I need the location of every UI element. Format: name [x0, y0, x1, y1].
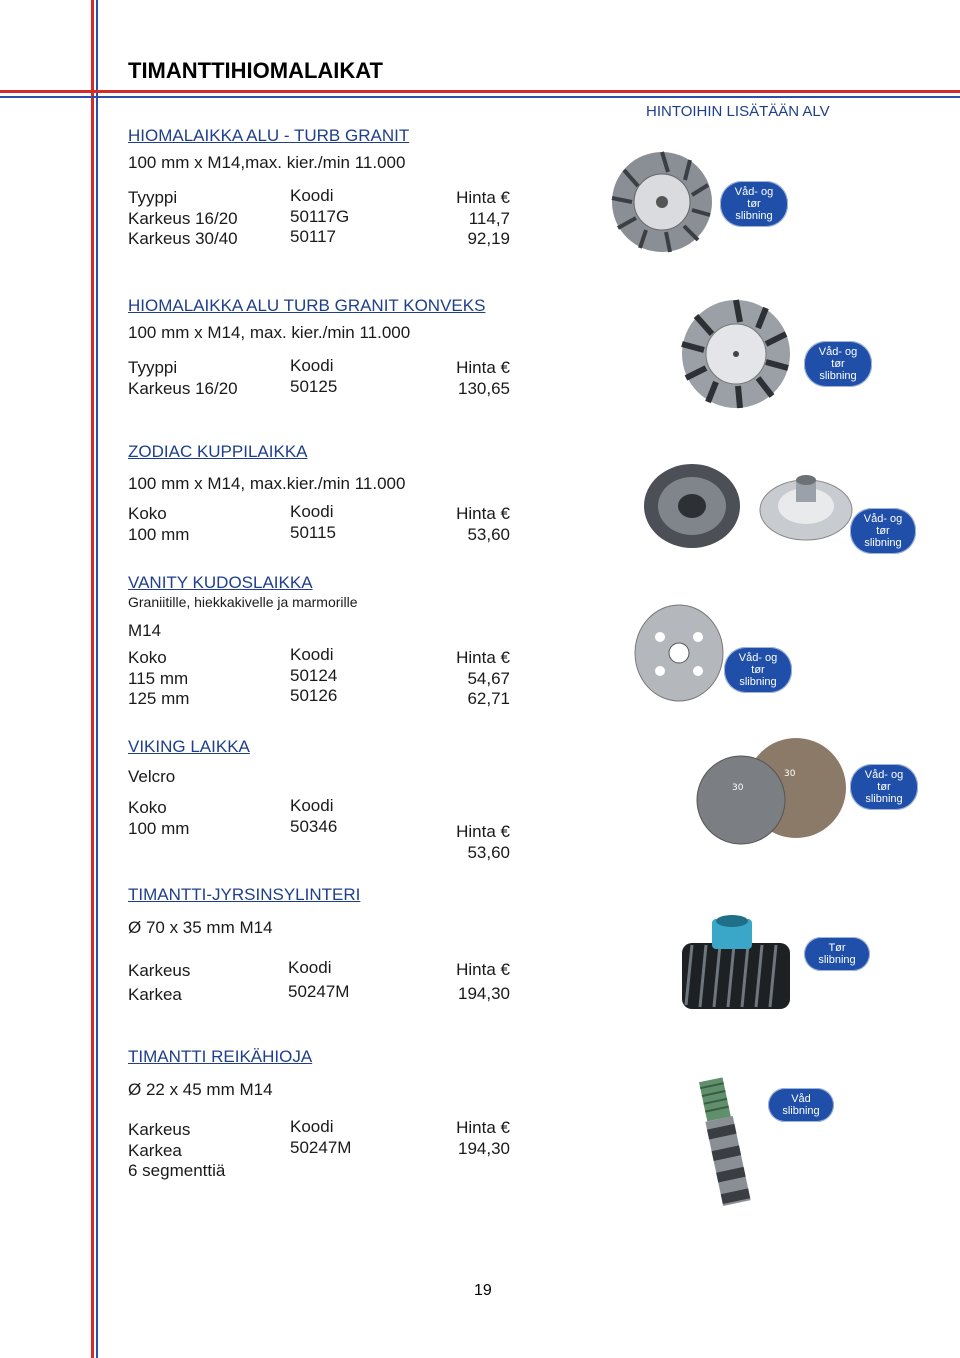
section-subnote: Graniitille, hiekkakivelle ja marmorille — [128, 594, 358, 610]
dry-badge: Tør slibning — [804, 937, 870, 971]
cell: Hinta € — [456, 504, 510, 523]
column-code — [290, 356, 440, 397]
wet-dry-badge: Våd- og tør slibning — [850, 764, 918, 810]
cell: 125 mm — [128, 689, 190, 708]
cell: Karkeus — [128, 961, 191, 980]
border-line-red-top — [0, 90, 960, 93]
column-price — [430, 358, 510, 399]
cell: Hinta € — [456, 822, 510, 841]
section-heading: TIMANTTI-JYRSINSYLINTERI — [128, 885, 361, 904]
wet-dry-badge: Våd- og tør slibning — [804, 341, 872, 387]
column-grit — [128, 959, 278, 1007]
cell: 6 segmenttiä — [128, 1161, 226, 1180]
convex-disc-image — [680, 298, 792, 410]
milling-cylinder-image — [676, 905, 794, 1015]
cell: 50126 — [290, 686, 338, 705]
cell: 100 mm — [128, 818, 190, 838]
cell: 50117G — [290, 206, 350, 226]
border-line-blue-top — [0, 96, 960, 98]
cell: 194,30 — [458, 1138, 510, 1158]
section-spec: M14 — [128, 621, 162, 640]
cell: Hinta € — [456, 188, 510, 207]
section-heading: HIOMALAIKKA ALU - TURB GRANIT — [128, 126, 410, 145]
vat-note: HINTOIHIN LISÄTÄÄN ALV — [646, 103, 830, 120]
cell: Koodi — [288, 958, 332, 977]
cell: Koko — [128, 798, 167, 817]
mesh-disc-image — [632, 603, 726, 703]
cell: Koodi — [290, 1117, 334, 1136]
border-line-blue — [96, 0, 98, 1358]
column-type — [128, 358, 278, 399]
column-price — [430, 1118, 510, 1159]
cell: Koodi — [290, 356, 334, 375]
column-code — [288, 956, 438, 1004]
cell: 115 mm — [128, 668, 189, 688]
column-price — [430, 958, 510, 1006]
cell: Koodi — [290, 645, 334, 664]
cell: 50125 — [290, 376, 338, 396]
cell: 53,60 — [467, 524, 510, 544]
cell: Tyyppi — [128, 358, 178, 377]
cell: Karkeus 30/40 — [128, 229, 238, 248]
section-spec: 100 mm x M14,max. kier./min 11.000 — [128, 153, 406, 172]
cell: Karkeus 16/20 — [128, 378, 238, 398]
section-heading: VANITY KUDOSLAIKKA — [128, 573, 313, 592]
cell: 53,60 — [467, 842, 510, 862]
cell: 50346 — [290, 816, 338, 836]
disc-label: 30 — [784, 769, 796, 779]
cell: Karkea — [128, 1140, 182, 1160]
core-bit-image — [676, 1072, 776, 1212]
column-price — [430, 188, 510, 250]
section-heading: TIMANTTI REIKÄHIOJA — [128, 1047, 313, 1066]
border-line-red — [91, 0, 94, 1358]
wet-dry-badge: Våd- og tør slibning — [720, 181, 788, 227]
column-price — [430, 822, 510, 863]
section-spec: Velcro — [128, 767, 176, 786]
disc-label: 30 — [732, 783, 744, 793]
cell: 114,7 — [468, 208, 510, 228]
wet-dry-badge: Våd- og tør slibning — [724, 647, 792, 693]
column-code — [290, 1117, 440, 1158]
cell: Karkeus 16/20 — [128, 208, 238, 228]
cell: 50247M — [288, 982, 350, 1001]
column-code — [290, 645, 440, 707]
cell: 50124 — [290, 665, 338, 685]
wet-badge: Våd slibning — [768, 1088, 834, 1122]
column-code — [290, 502, 440, 543]
cell: 50115 — [290, 522, 337, 542]
cup-disc-image-2 — [756, 466, 856, 546]
cell: Karkea — [128, 985, 182, 1004]
cell: Hinta € — [456, 1118, 510, 1137]
cell: Karkeus — [128, 1120, 191, 1139]
cell: 54,67 — [467, 668, 510, 688]
section-spec: 100 mm x M14, max.kier./min 11.000 — [128, 474, 406, 493]
page-number: 19 — [474, 1282, 492, 1299]
section-spec: Ø 22 x 45 mm M14 — [128, 1080, 273, 1099]
cell: Hinta € — [456, 648, 510, 667]
cell: 100 mm — [128, 524, 190, 544]
cell: 194,30 — [458, 984, 510, 1003]
cell: Koodi — [290, 796, 334, 815]
section-heading: HIOMALAIKKA ALU TURB GRANIT KONVEKS — [128, 296, 486, 315]
section-spec: Ø 70 x 35 mm M14 — [128, 918, 273, 937]
cell: Koko — [128, 648, 167, 667]
column-size — [128, 798, 278, 839]
column-price — [430, 504, 510, 545]
cell: Koodi — [290, 502, 334, 521]
wet-dry-badge: Våd- og tør slibning — [850, 508, 916, 554]
cell: 50247M — [290, 1137, 352, 1157]
column-type — [128, 188, 278, 250]
section-spec: 100 mm x M14, max. kier./min 11.000 — [128, 323, 411, 342]
velcro-discs-image — [696, 736, 846, 846]
cell: 130,65 — [458, 378, 510, 398]
section-heading: ZODIAC KUPPILAIKKA — [128, 442, 308, 461]
cell: Koodi — [290, 186, 334, 205]
cell: 50117 — [290, 227, 337, 246]
cup-disc-image — [640, 458, 745, 553]
column-code — [290, 186, 440, 248]
cell: Tyyppi — [128, 188, 178, 207]
column-size — [128, 648, 278, 710]
column-grit — [128, 1120, 278, 1182]
page-title: TIMANTTIHIOMALAIKAT — [128, 58, 383, 83]
cell: 62,71 — [467, 689, 510, 708]
column-price — [430, 648, 510, 710]
cell: Hinta € — [456, 960, 510, 979]
cell: 92,19 — [467, 229, 510, 248]
turbo-disc-image — [610, 150, 715, 255]
section-heading: VIKING LAIKKA — [128, 737, 250, 756]
column-size — [128, 504, 278, 545]
cell: Koko — [128, 504, 167, 523]
cell: Hinta € — [456, 358, 510, 377]
column-code — [290, 796, 440, 837]
